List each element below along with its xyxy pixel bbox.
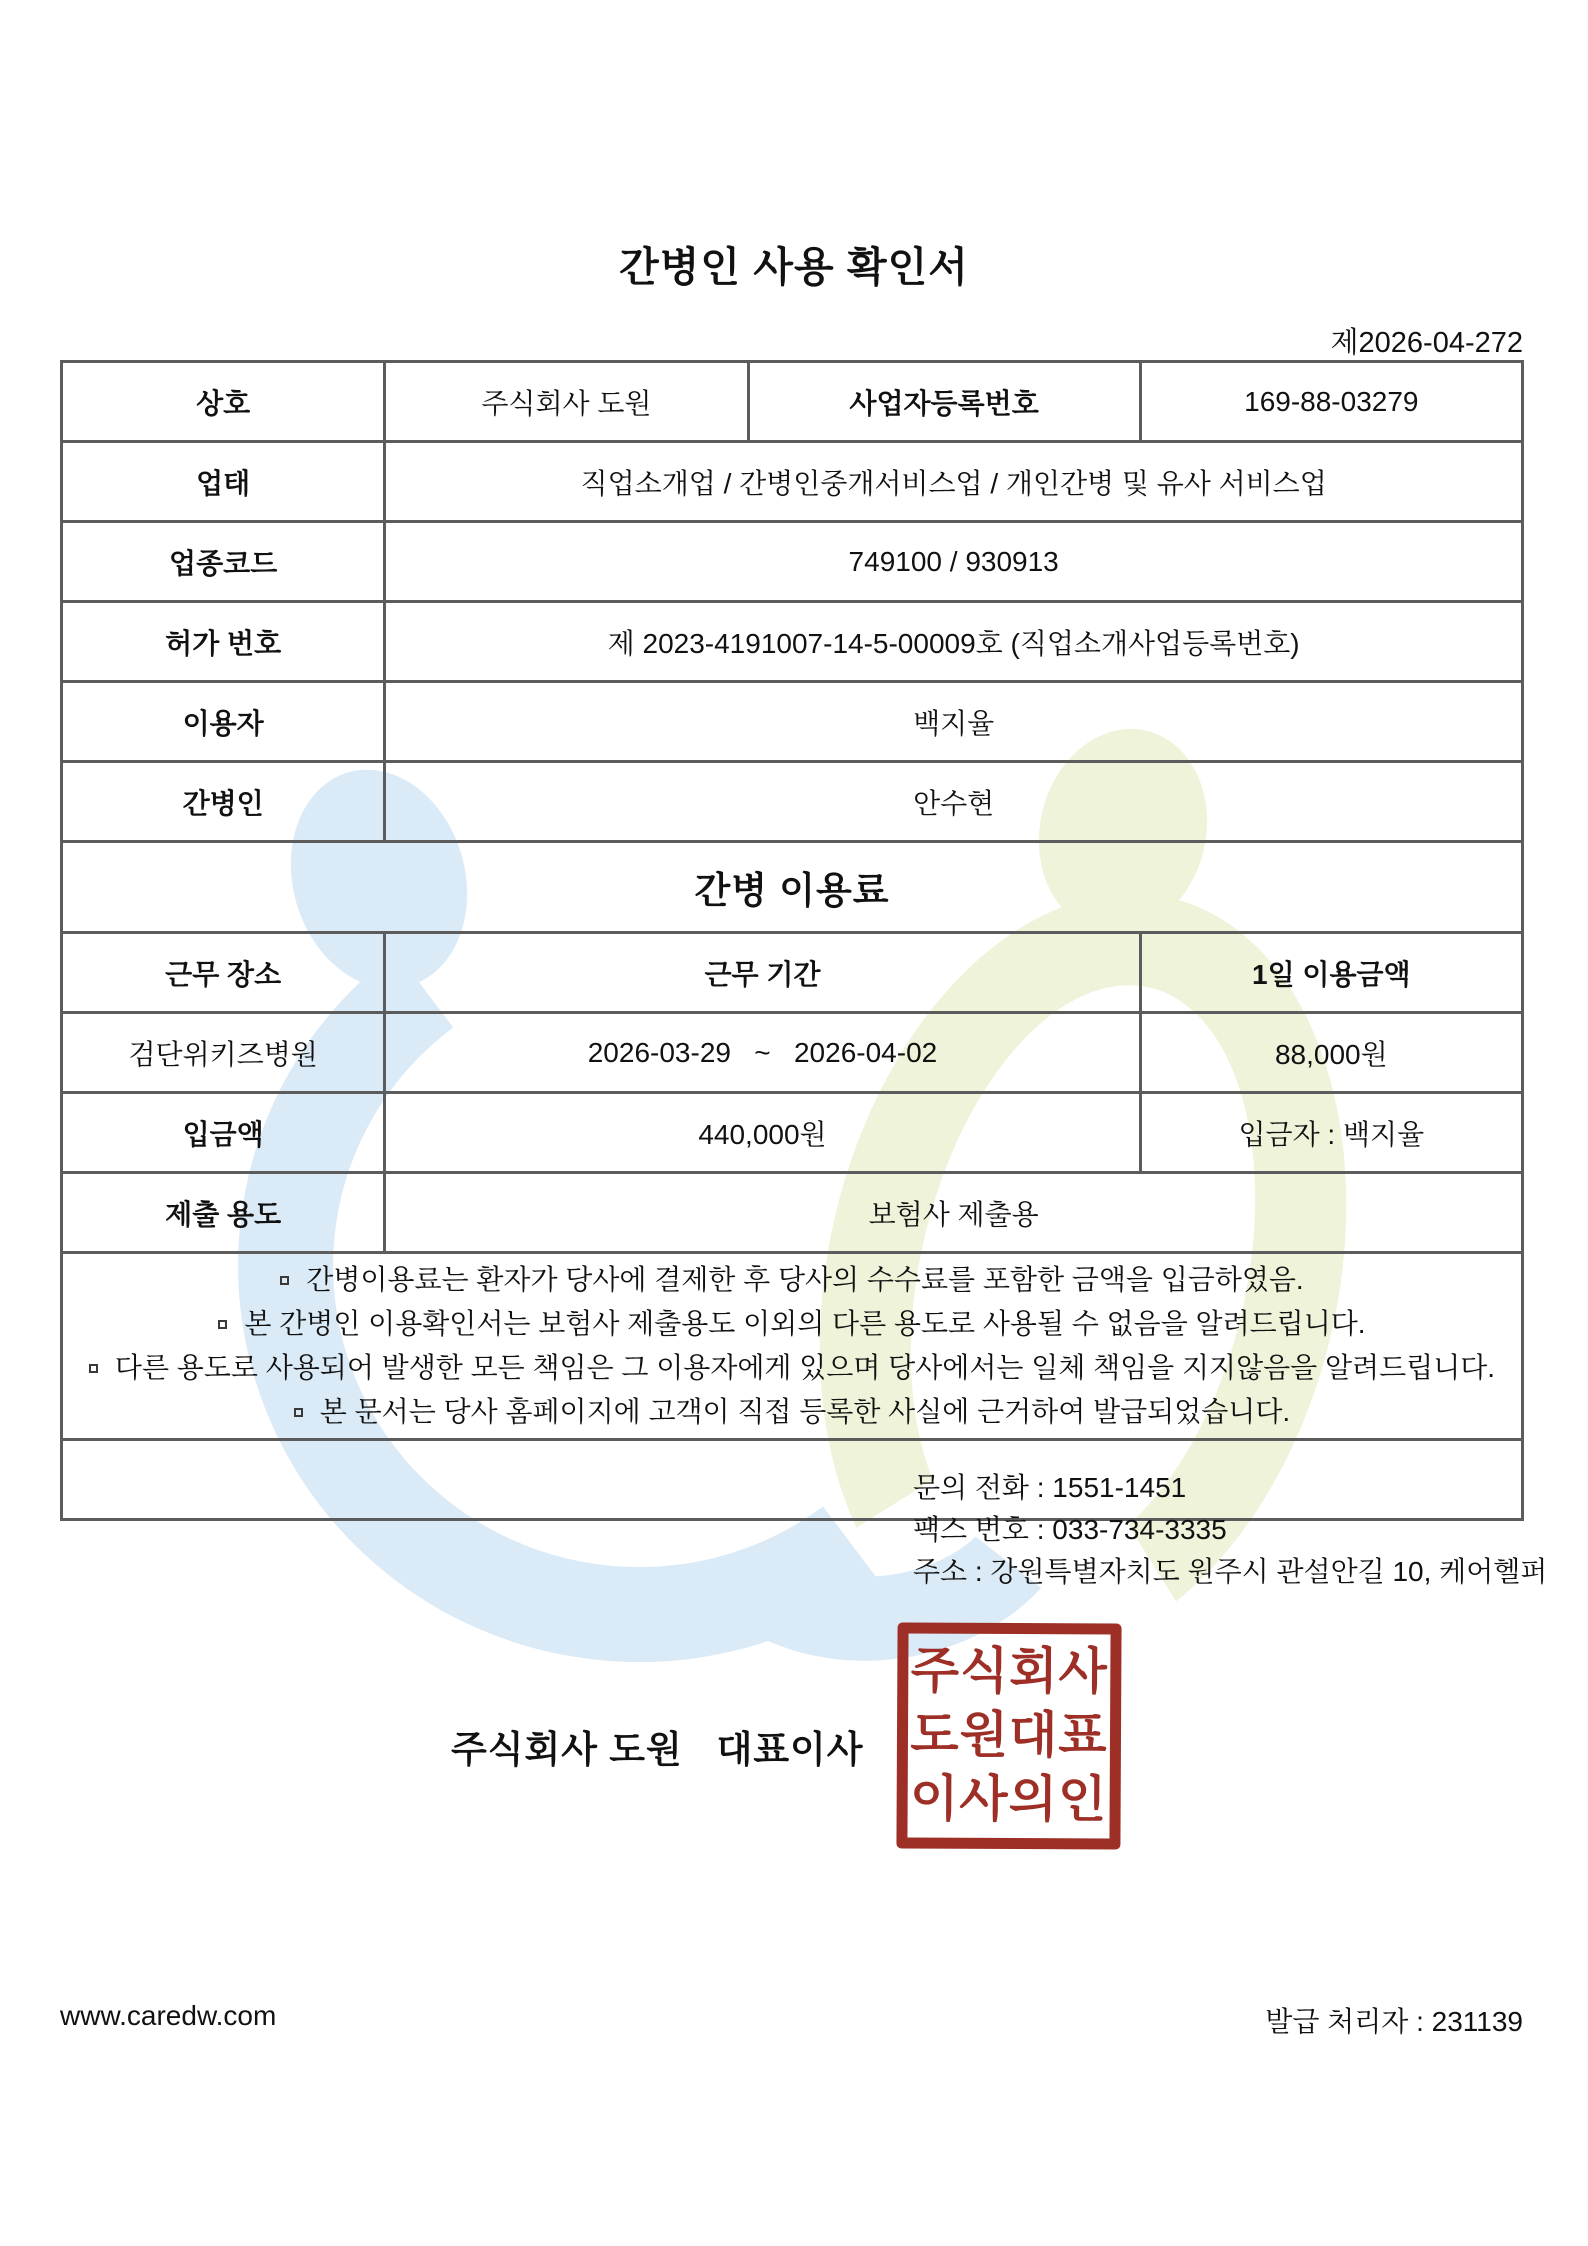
- contact-phone: 문의 전화 : 1551-1451: [913, 1472, 1187, 1503]
- work-place-header: 근무 장소: [62, 933, 385, 1013]
- table-row: [62, 682, 1523, 762]
- depositor-label: 입금자: [1238, 1118, 1320, 1150]
- table-row: [62, 842, 1523, 933]
- contact-fax: 팩스 번호 : 033-734-3335: [913, 1514, 1227, 1545]
- note-item: [73, 1390, 1511, 1434]
- table-row: [62, 362, 1523, 442]
- table-row: [62, 933, 1523, 1013]
- user-name-value: 백지율: [385, 682, 1523, 762]
- depositor-name: : 백지율: [1319, 1118, 1425, 1150]
- caregiver-name-value: 안수현: [385, 762, 1523, 842]
- note-text: 간병이용료는 환자가 당사에 결제한 후 당사의 수수료를 포함한 금액을 입금하였음.: [306, 1264, 1304, 1295]
- daily-amount-value: 88,000원: [1140, 1013, 1522, 1093]
- table-row: [62, 442, 1523, 522]
- note-item: [73, 1302, 1511, 1346]
- business-type-value: 직업소개업 / 간병인중개서비스업 / 개인간병 및 유사 서비스업: [385, 442, 1523, 522]
- square-bullet-icon: [89, 1364, 98, 1373]
- document-number: 제2026-04-272: [1330, 327, 1523, 359]
- table-row: [62, 1093, 1523, 1173]
- website-url: www.caredw.com: [60, 2000, 277, 2031]
- fee-section-title: 간병 이용료: [62, 842, 1523, 933]
- page-footer: [60, 2000, 1523, 2040]
- work-period-header: 근무 기간: [385, 933, 1140, 1013]
- deposit-amount-value: 440,000원: [385, 1093, 1140, 1173]
- seal-text-line: 이사의인: [909, 1770, 1108, 1828]
- note-text: 본 문서는 당사 홈페이지에 고객이 직접 등록한 사실에 근거하여 발급되었습니다.: [319, 1396, 1291, 1427]
- square-bullet-icon: [280, 1276, 289, 1285]
- work-period-value: 2026-03-29 ~ 2026-04-02: [385, 1013, 1140, 1093]
- square-bullet-icon: [218, 1320, 227, 1329]
- confirmation-table: [60, 360, 1548, 1828]
- business-reg-number-value: 169-88-03279: [1140, 362, 1522, 442]
- square-bullet-icon: [294, 1408, 303, 1417]
- business-type-label: 업태: [62, 442, 385, 522]
- note-item: [73, 1346, 1511, 1390]
- deposit-amount-label: 입금액: [62, 1093, 385, 1173]
- table-row: [62, 602, 1523, 682]
- issuer-id: 발급 처리자 : 231139: [1265, 2006, 1523, 2037]
- table-row: [62, 762, 1523, 842]
- table-row: [62, 522, 1523, 602]
- company-seal-stamp-icon: [896, 1622, 1121, 1849]
- table-row: [62, 1440, 1523, 1520]
- daily-amount-header: 1일 이용금액: [1140, 933, 1522, 1013]
- note-item: [73, 1258, 1511, 1302]
- license-number-value: 제 2023-4191007-14-5-00009호 (직업소개사업등록번호): [385, 602, 1523, 682]
- caregiver-label: 간병인: [62, 762, 385, 842]
- submission-purpose-label: 제출 용도: [62, 1173, 385, 1253]
- note-text: 다른 용도로 사용되어 발생한 모든 책임은 그 이용자에게 있으며 당사에서는 일체 책임을 지지않음을 알려드립니다.: [114, 1352, 1496, 1383]
- table-row: [62, 1253, 1523, 1440]
- seal-text-line: 주식회사: [910, 1642, 1109, 1700]
- work-place-value: 검단위키즈병원: [62, 1013, 385, 1093]
- company-name-value: 주식회사 도원: [385, 362, 748, 442]
- company-name-label: 상호: [62, 362, 385, 442]
- notes-section: [62, 1253, 1523, 1440]
- contact-block: [913, 1467, 1547, 1593]
- license-number-label: 허가 번호: [62, 602, 385, 682]
- user-label: 이용자: [62, 682, 385, 762]
- business-reg-number-label: 사업자등록번호: [748, 362, 1140, 442]
- table-row: [62, 1013, 1523, 1093]
- company-signature-line: 주식회사 도원 대표이사: [451, 1729, 864, 1770]
- submission-purpose-value: 보험사 제출용: [385, 1173, 1523, 1253]
- depositor-cell: [1140, 1093, 1522, 1173]
- industry-code-value: 749100 / 930913: [385, 522, 1523, 602]
- table-row: [62, 1173, 1523, 1253]
- seal-text-line: 도원대표: [910, 1706, 1108, 1764]
- contact-address: 주소 : 강원특별자치도 원주시 관설안길 10, 케어헬퍼: [913, 1556, 1548, 1587]
- signature-section: [62, 1440, 1548, 1828]
- note-text: 본 간병인 이용확인서는 보험사 제출용도 이외의 다른 용도로 사용될 수 없음을 알려드립니다.: [244, 1308, 1366, 1339]
- document-title: 간병인 사용 확인서: [619, 244, 969, 290]
- industry-code-label: 업종코드: [62, 522, 385, 602]
